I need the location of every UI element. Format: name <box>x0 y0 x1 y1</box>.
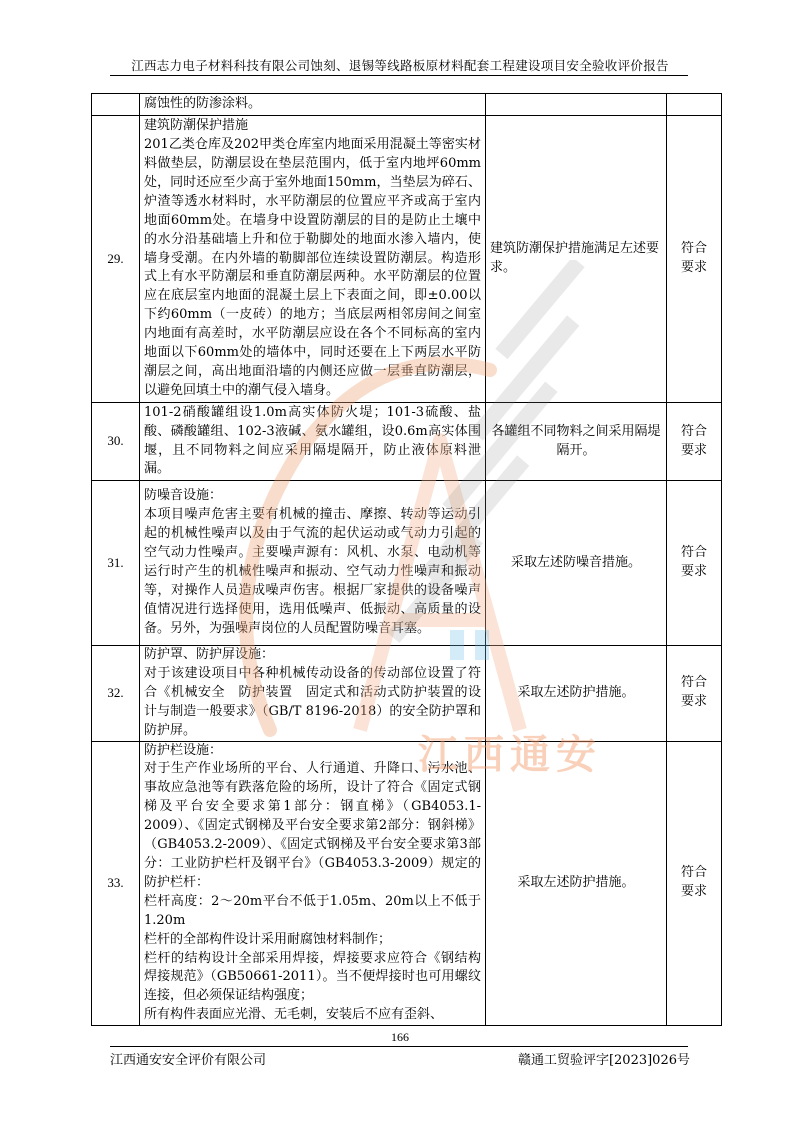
row-number: 31. <box>92 481 140 646</box>
requirement-cell: 防噪音设施： 本项目噪声危害主要有机械的撞击、摩擦、转动等运动引起的机械性噪声以及由于气流的起伏运动或气动力引起的空气动力性噪声。主要噪声源有：风机、水泵、电动机等运行时产生的机械性噪声和振动、空气动力性噪声和振动等，对操作人员造成噪声伤害。根据厂家提供的设备噪声值情况进行选择使用，选用低噪声、低振动、高质量的设备。另外，为强噪声岗位的人员配置防噪音耳塞。 <box>140 481 486 646</box>
conclusion-cell: 符合 要求 <box>667 403 722 481</box>
table-row <box>92 481 722 646</box>
table-row <box>92 403 722 481</box>
conclusion-cell: 符合 要求 <box>667 481 722 646</box>
evaluation-table <box>91 93 722 1026</box>
implementation-cell: 采取左述防噪音措施。 <box>486 481 667 646</box>
table-row <box>92 116 722 403</box>
implementation-cell <box>486 94 667 116</box>
implementation-cell: 建筑防潮保护措施满足左述要求。 <box>486 116 667 403</box>
requirement-cell: 建筑防潮保护措施 201乙类仓库及202甲类仓库室内地面采用混凝土等密实材料做垫层，防潮层设在垫层范围内，低于室内地坪60mm处，同时还应至少高于室外地面150mm，当垫层为碎石、炉渣等透水材料时，水平防潮层的位置应平齐或高于室内地面60mm处。在墙身中设置防潮层的目的是防止土壤中的水分沿基础墙上升和位于勒脚处的地面水渗入墙内，使墙身受潮。在内外墙的勒脚部位连续设置防潮层。构造形式上有水平防潮层和垂直防潮层两种。水平防潮层的位置应在底层室内地面的混凝土层上下表面之间，即±0.00以下约60mm（一皮砖）的地方；当底层两相邻房间之间室内地面有高差时，水平防潮层应设在各个不同标高的室内地面以下60mm处的墙体中，同时还要在上下两层水平防潮层之间，高出地面沿墙的内侧还应做一层垂直防潮层，以避免回填土中的潮气侵入墙身。 <box>140 116 486 403</box>
requirement-cell: 防护罩、防护屏设施： 对于该建设项目中各种机械传动设备的传动部位设置了符合《机械安全 防护装置 固定式和活动式防护装置的设计与制造一般要求》（GB/T 8196-2018）的安全防护罩和防护屏。 <box>140 646 486 742</box>
conclusion-cell: 符合 要求 <box>667 646 722 742</box>
table-row <box>92 741 722 1026</box>
implementation-cell: 各罐组不同物料之间采用隔堤隔开。 <box>486 403 667 481</box>
row-number <box>92 94 140 116</box>
header-rule <box>110 75 688 76</box>
requirement-cell: 防护栏设施： 对于生产作业场所的平台、人行通道、升降口、污水池、事故应急池等有跌落危险的场所，设计了符合《固定式钢梯及平台安全要求第1部分：钢直梯》（GB4053.1-2009）、《固定式钢梯及平台安全要求第2部分：钢斜梯》（GB4053.2-2009）、《固定式钢梯及平台安全要求第3部分：工业防护栏杆及钢平台》（GB4053.3-2009）规定的防护栏杆： 栏杆高度：2～20m平台不低于1.05m、20m以上不低于1.20m 栏杆的全部构件设计采用耐腐蚀材料制作； 栏杆的结构设计全部采用焊接，焊接要求应符合《钢结构焊接规范》（GB50661-2011）。当不便焊接时也可用螺纹连接，但必须保证结构强度； 所有构件表面应光滑、无毛刺，安装后不应有歪斜、 <box>140 741 486 1026</box>
footer-doc-number: 赣通工贸验评字[2023]026号 <box>517 1053 690 1068</box>
requirement-cell: 腐蚀性的防渗涂料。 <box>140 94 486 116</box>
conclusion-cell: 符合 要求 <box>667 741 722 1026</box>
row-number: 30. <box>92 403 140 481</box>
implementation-cell: 采取左述防护措施。 <box>486 646 667 742</box>
table-row <box>92 646 722 742</box>
report-header-title: 江西志力电子材料科技有限公司蚀刻、退锡等线路板原材料配套工程建设项目安全验收评价报告 <box>131 58 669 73</box>
footer-company: 江西通安安全评价有限公司 <box>110 1053 267 1068</box>
requirement-cell: 101-2硝酸罐组设1.0m高实体防火堤；101-3硫酸、盐酸、磷酸罐组、102-3液碱、氨水罐组，设0.6m高实体围堰，且不同物料之间应采用隔堤隔开，防止液体原料泄漏。 <box>140 403 486 481</box>
row-number: 32. <box>92 646 140 742</box>
conclusion-cell <box>667 94 722 116</box>
page-number: 166 <box>391 1030 409 1044</box>
table-row <box>92 94 722 116</box>
implementation-cell: 采取左述防护措施。 <box>486 741 667 1026</box>
footer-rule <box>110 1046 688 1047</box>
watermark-text: 江西通安 <box>418 732 602 778</box>
row-number: 33. <box>92 741 140 1026</box>
conclusion-cell: 符合 要求 <box>667 116 722 403</box>
row-number: 29. <box>92 116 140 403</box>
